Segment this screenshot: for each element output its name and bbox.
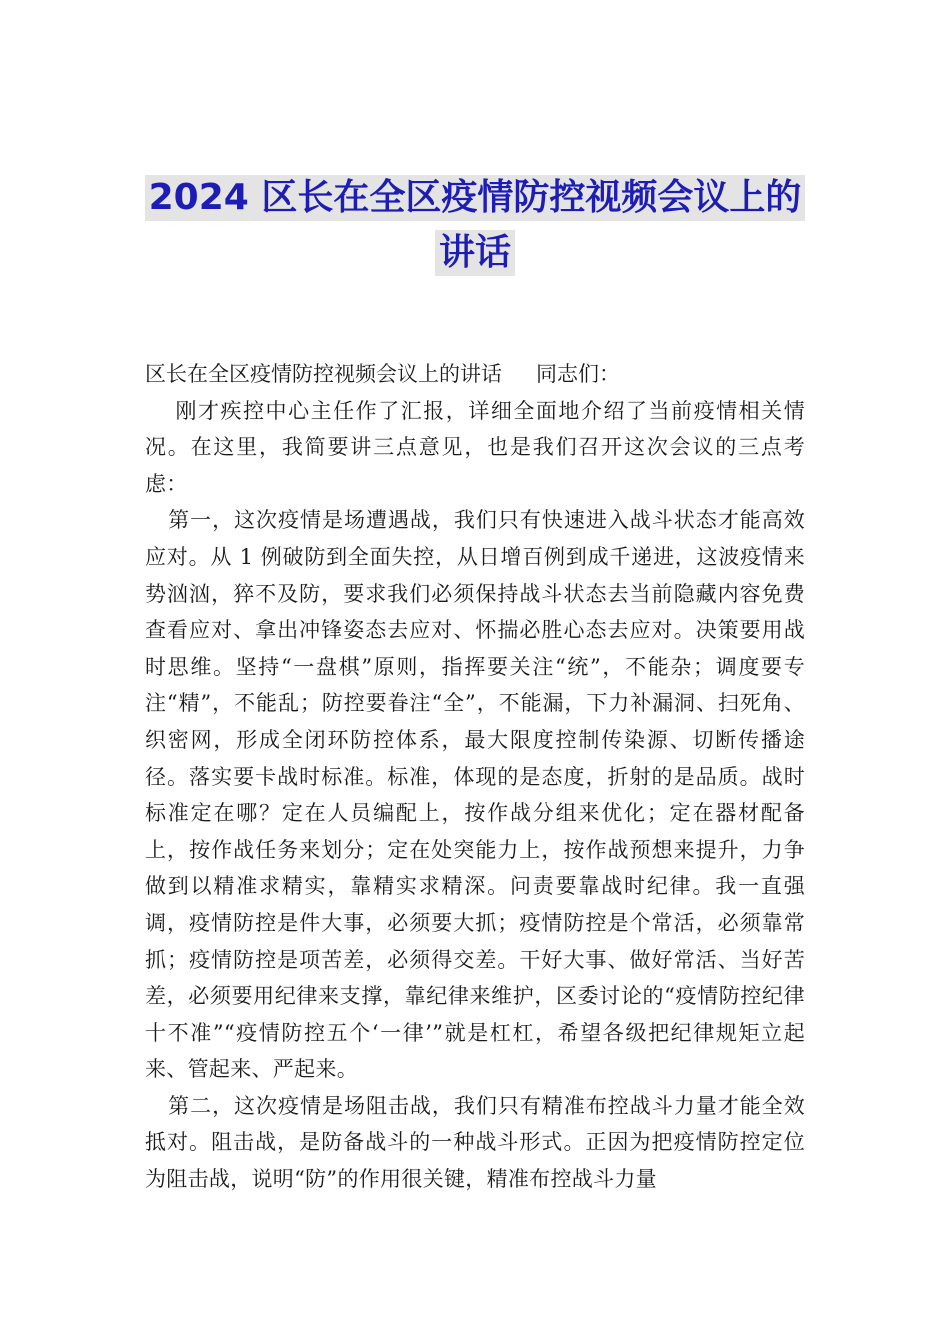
paragraph-point-two: 第二，这次疫情是场阻击战，我们只有精准布控战斗力量才能全效抵对。阻击战，是防备战斗的一种战斗形式。正因为把疫情防控定位为阻击战，说明“防”的作用很关键，精准布控战斗力量 (145, 1093, 805, 1192)
title-line-1: 2024 区长在全区疫情防控视频会议上的 (145, 175, 806, 221)
paragraph-point-one: 第一，这次疫情是场遭遇战，我们只有快速进入战斗状态才能高效应对。从 1 例破防到全面失控，从日增百例到成千递进，这波疫情来势汹汹，猝不及防，要求我们必须保持战斗状态去当前隐藏内容免费查看应对、拿出冲锋姿态去应对、怀揣必胜心态去应对。决策要用战时思维。坚持“一盘棋”原则，指挥要关注“统”，不能杂；调度要专注“精”，不能乱；防控要眷注“全”，不能漏，下力补漏洞、扫死角、织密网，形成全闭环防控体系，最大限度控制传染源、切断传播途径。落实要卡战时标准。标准，体现的是态度，折射的是品质。战时标准定在哪？定在人员编配上，按作战分组来优化；定在器材配备上，按作战任务来划分；定在处突能力上，按作战预想来提升，力争做到以精准求精实，靠精实求精深。问责要靠战时纪律。我一直强调，疫情防控是件大事，必须要大抓；疫情防控是个常活，必须靠常抓；疫情防控是项苦差，必须得交差。干好大事、做好常活、当好苦差，必须要用纪律来支撑，靠纪律来维护，区委讨论的“疫情防控纪律十不准”“疫情防控五个‘一律’”就是杠杠，希望各级把纪律规矩立起来、管起来、严起来。 (145, 508, 805, 1082)
title-line-2: 讲话 (435, 230, 515, 276)
salutation-text: 同志们： (536, 362, 620, 386)
document-body (145, 356, 805, 1198)
subtitle-text: 区长在全区疫情防控视频会议上的讲话 (145, 362, 502, 386)
paragraph-intro: 刚才疾控中心主任作了汇报，详细全面地介绍了当前疫情相关情况。在这里，我简要讲三点意见，也是我们召开这次会议的三点考虑： (145, 398, 805, 496)
lead-line (145, 356, 805, 393)
document-title (0, 172, 950, 282)
